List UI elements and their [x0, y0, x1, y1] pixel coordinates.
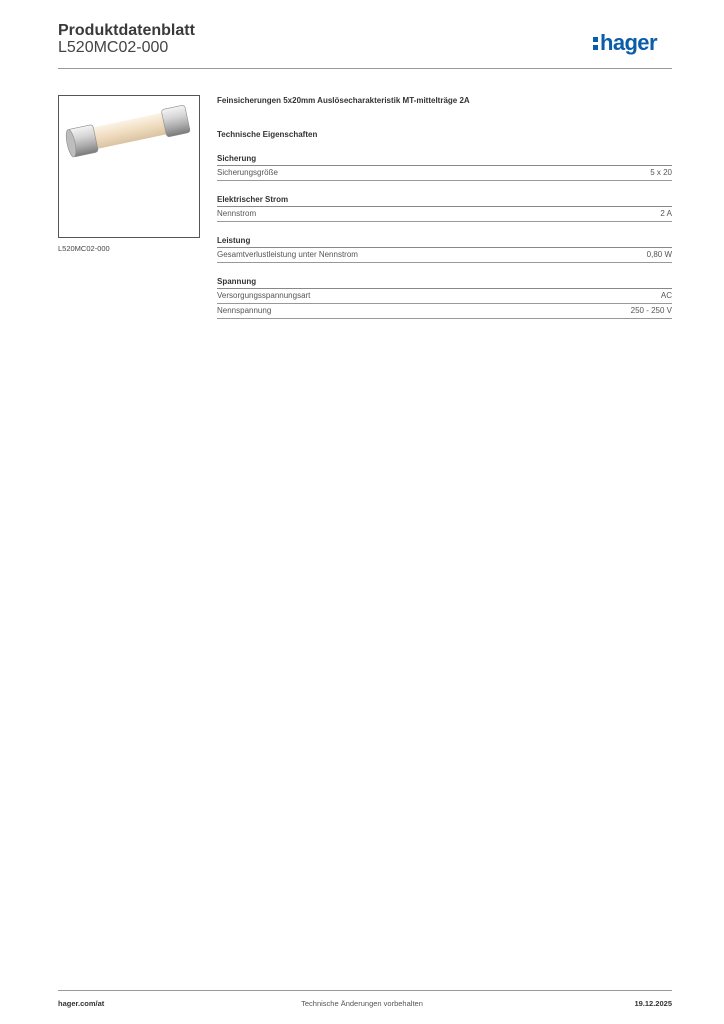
- property-label: Nennspannung: [217, 306, 272, 315]
- property-group-spannung: [217, 277, 672, 319]
- properties-groups: [217, 154, 672, 319]
- property-row: [217, 289, 672, 304]
- hager-logo: [592, 28, 674, 58]
- group-title: Sicherung: [217, 154, 672, 166]
- group-title: Elektrischer Strom: [217, 195, 672, 207]
- property-row: [217, 304, 672, 319]
- properties-heading: Technische Eigenschaften: [217, 130, 318, 139]
- property-value: 250 - 250 V: [630, 306, 672, 315]
- property-value: 0,80 W: [646, 250, 672, 259]
- property-label: Gesamtverlustleistung unter Nennstrom: [217, 250, 358, 259]
- product-image-caption: L520MC02-000: [58, 244, 110, 253]
- property-label: Versorgungsspannungsart: [217, 291, 311, 300]
- product-details: [217, 96, 672, 319]
- footer-note: Technische Änderungen vorbehalten: [301, 999, 423, 1008]
- property-value: 2 A: [660, 209, 672, 218]
- header-title: Produktdatenblatt: [58, 22, 195, 39]
- product-code: L520MC02-000: [58, 39, 169, 56]
- footer-divider: [58, 990, 672, 991]
- property-group-leistung: [217, 236, 672, 263]
- property-value: AC: [660, 291, 672, 300]
- header-divider: [58, 68, 672, 69]
- cartridge-fuse-icon: [59, 96, 199, 237]
- fuse-body: [89, 112, 170, 150]
- footer-website: hager.com/at: [58, 999, 105, 1008]
- logo-wordmark: hager: [600, 30, 657, 55]
- logo-dot-top: [593, 37, 598, 42]
- group-title: Spannung: [217, 277, 672, 289]
- logo-dot-bottom: [593, 45, 598, 50]
- property-row: [217, 166, 672, 181]
- property-row: [217, 207, 672, 222]
- property-label: Nennstrom: [217, 209, 257, 218]
- product-description: Feinsicherungen 5x20mm Auslösecharakteristik MT-mittelträge 2A: [217, 96, 470, 105]
- group-title: Leistung: [217, 236, 672, 248]
- property-row: [217, 248, 672, 263]
- footer-date: 19.12.2025: [634, 999, 672, 1008]
- property-label: Sicherungsgröße: [217, 168, 278, 177]
- property-group-elektrischer-strom: [217, 195, 672, 222]
- property-group-sicherung: [217, 154, 672, 181]
- product-image: [58, 95, 200, 238]
- property-value: 5 x 20: [650, 168, 672, 177]
